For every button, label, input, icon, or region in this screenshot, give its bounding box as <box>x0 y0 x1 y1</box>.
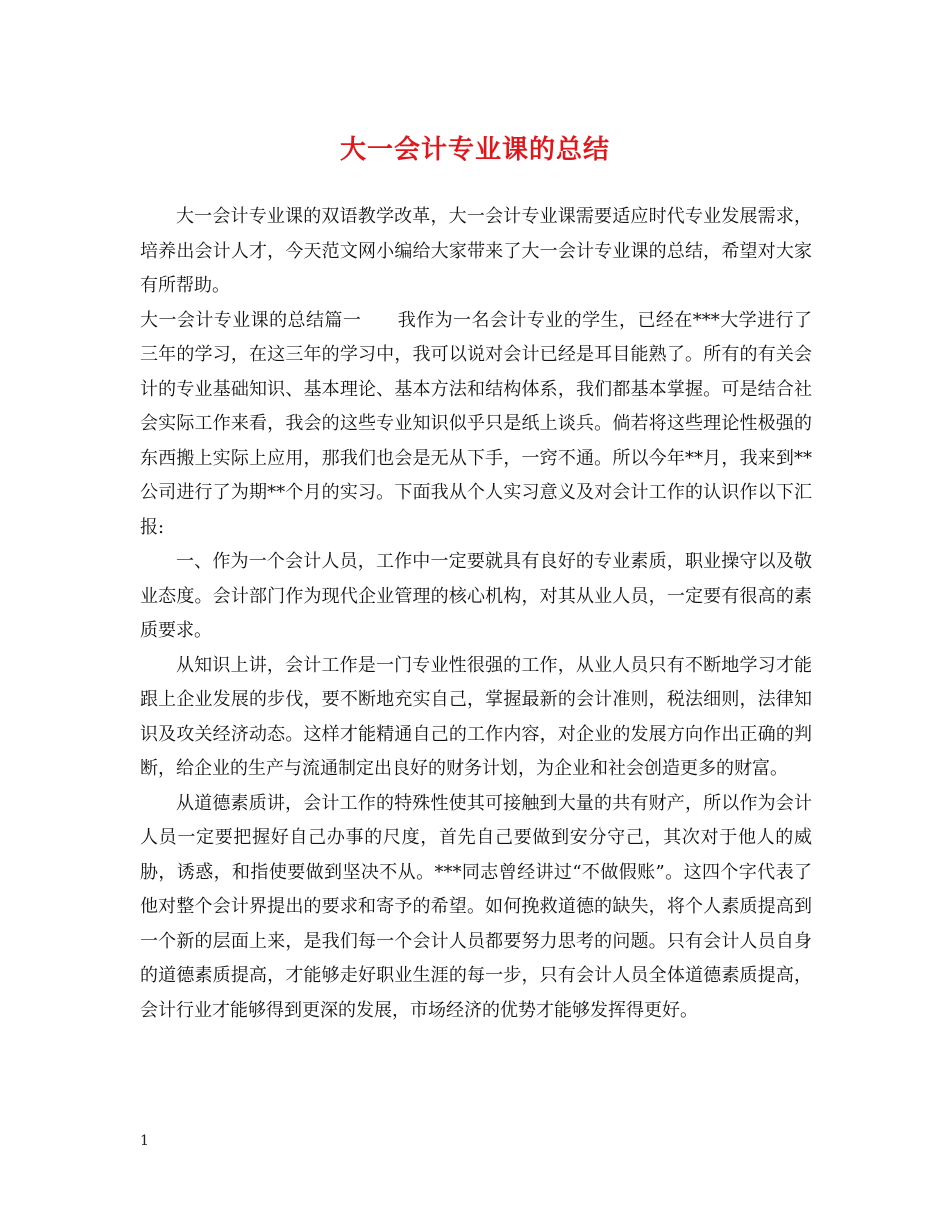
paragraph-ethics: 从道德素质讲，会计工作的特殊性使其可接触到大量的共有财产，所以作为会计人员一定要把握好自己办事的尺度，首先自己要做到安分守己，其次对于他人的威胁，诱惑，和指使要做到坚决不从。***同志曾经讲过“不做假账”。这四个字代表了他对整个会计界提出的要求和寄予的希望。如何挽救道德的缺失，将个人素质提高到一个新的层面上来，是我们每一个会计人员都要努力思考的问题。只有会计人员自身的道德素质提高，才能够走好职业生涯的每一步，只有会计人员全体道德素质提高，会计行业才能够得到更深的发展，市场经济的优势才能够发挥得更好。 <box>140 792 812 1021</box>
section-heading: 大一会计专业课的总结篇一 <box>140 309 362 331</box>
paragraph-professional-quality: 一、作为一个会计人员，工作中一定要就具有良好的专业素质，职业操守以及敬业态度。会计部门作为现代企业管理的核心机构，对其从业人员，一定要有很高的素质要求。 <box>140 551 812 641</box>
page-number: 1 <box>140 1133 149 1149</box>
intro-paragraph: 大一会计专业课的双语教学改革，大一会计专业课需要适应时代专业发展需求，培养出会计人才，今天范文网小编给大家带来了大一会计专业课的总结，希望对大家有所帮助。 <box>140 206 812 296</box>
document-title: 大一会计专业课的总结 <box>339 135 610 165</box>
section-paragraph <box>140 304 812 546</box>
document-body <box>140 200 812 1028</box>
paragraph-knowledge: 从知识上讲，会计工作是一门专业性很强的工作，从业人员只有不断地学习才能跟上企业发展的步伐，要不断地充实自己，掌握最新的会计准则，税法细则，法律知识及攻关经济动态。这样才能精通自己的工作内容，对企业的发展方向作出正确的判断，给企业的生产与流通制定出良好的财务计划，为企业和社会创造更多的财富。 <box>140 654 812 779</box>
section-first-paragraph: 我作为一名会计专业的学生，已经在***大学进行了三年的学习，在这三年的学习中，我可以说对会计已经是耳目能熟了。所有的有关会计的专业基础知识、基本理论、基本方法和结构体系，我们都基本掌握。可是结合社会实际工作来看，我会的这些专业知识似乎只是纸上谈兵。倘若将这些理论性极强的东西搬上实际上应用，那我们也会是无从下手，一窍不通。所以今年**月，我来到**公司进行了为期**个月的实习。下面我从个人实习意义及对会计工作的认识作以下汇报: <box>140 309 813 538</box>
